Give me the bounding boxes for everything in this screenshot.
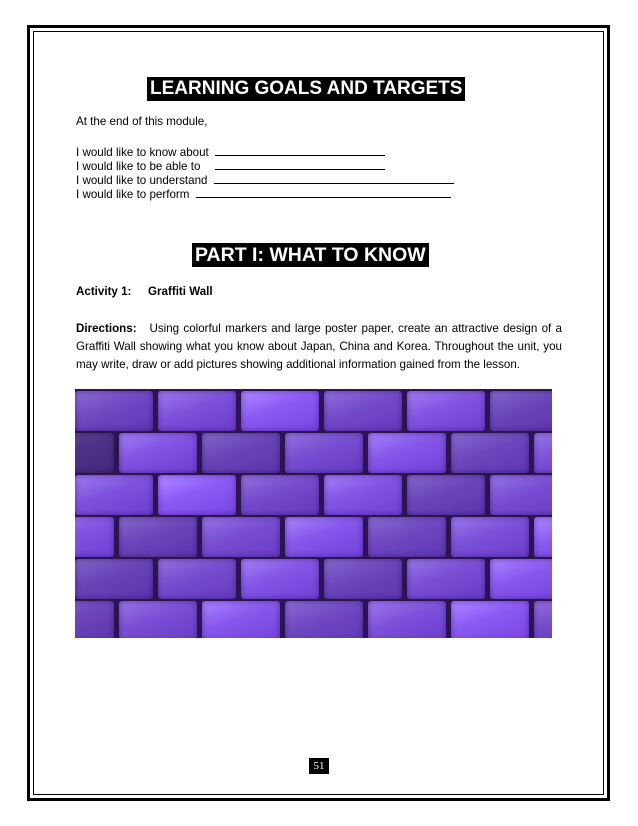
goal-line-able-blank[interactable]	[215, 159, 385, 170]
brick	[158, 475, 236, 515]
brick	[451, 601, 529, 638]
brick	[368, 601, 446, 638]
directions-label: Directions:	[76, 322, 137, 335]
activity-title: Graffiti Wall	[148, 285, 213, 298]
directions-paragraph	[76, 320, 562, 374]
goal-line-perform	[76, 187, 451, 202]
brick	[407, 475, 485, 515]
intro-text: At the end of this module,	[76, 115, 208, 128]
goal-line-able-label: I would like to be able to	[76, 160, 201, 173]
brick	[241, 559, 319, 599]
brick	[202, 601, 280, 638]
goal-line-perform-blank[interactable]	[196, 187, 451, 198]
brick	[451, 433, 529, 473]
brick	[407, 559, 485, 599]
brick	[368, 517, 446, 557]
brick	[285, 433, 363, 473]
brick	[285, 601, 363, 638]
goal-line-understand	[76, 173, 454, 188]
brick	[75, 601, 114, 638]
brick	[75, 391, 153, 431]
brick	[534, 433, 552, 473]
brick	[324, 559, 402, 599]
brick	[241, 475, 319, 515]
brick	[158, 559, 236, 599]
goal-line-understand-blank[interactable]	[214, 173, 454, 184]
brick	[158, 391, 236, 431]
goal-line-understand-label: I would like to understand	[76, 174, 208, 187]
brick	[324, 391, 402, 431]
brick	[202, 517, 280, 557]
goal-line-know-blank[interactable]	[215, 145, 385, 156]
purple-brick-wall-image	[75, 389, 552, 638]
brick	[534, 517, 552, 557]
brick	[119, 517, 197, 557]
brick	[285, 517, 363, 557]
brick	[324, 475, 402, 515]
page-number: 51	[309, 758, 329, 774]
goal-line-able	[76, 159, 385, 174]
part1-heading: PART I: WHAT TO KNOW	[192, 243, 429, 267]
brick	[119, 433, 197, 473]
brick	[451, 517, 529, 557]
brick	[241, 391, 319, 431]
activity-number: Activity 1:	[76, 285, 132, 298]
learning-goals-heading: LEARNING GOALS AND TARGETS	[147, 77, 465, 101]
brick	[490, 559, 552, 599]
brick	[75, 517, 114, 557]
brick	[119, 601, 197, 638]
brick	[75, 475, 153, 515]
goal-line-perform-label: I would like to perform	[76, 188, 190, 201]
directions-text: Using colorful markers and large poster paper, create an attractive design of a Graffiti Wall showing what you know about Japan, China and Korea. Throughout the unit, you may write, draw or add pictures showing additional information gained from the lesson.	[76, 322, 562, 371]
brick	[75, 433, 114, 473]
brick	[534, 601, 552, 638]
goal-line-know-label: I would like to know about	[76, 146, 209, 159]
brick	[490, 475, 552, 515]
brick	[490, 391, 552, 431]
brick	[407, 391, 485, 431]
brick	[368, 433, 446, 473]
brick	[75, 559, 153, 599]
goal-line-know	[76, 145, 385, 160]
brick	[202, 433, 280, 473]
